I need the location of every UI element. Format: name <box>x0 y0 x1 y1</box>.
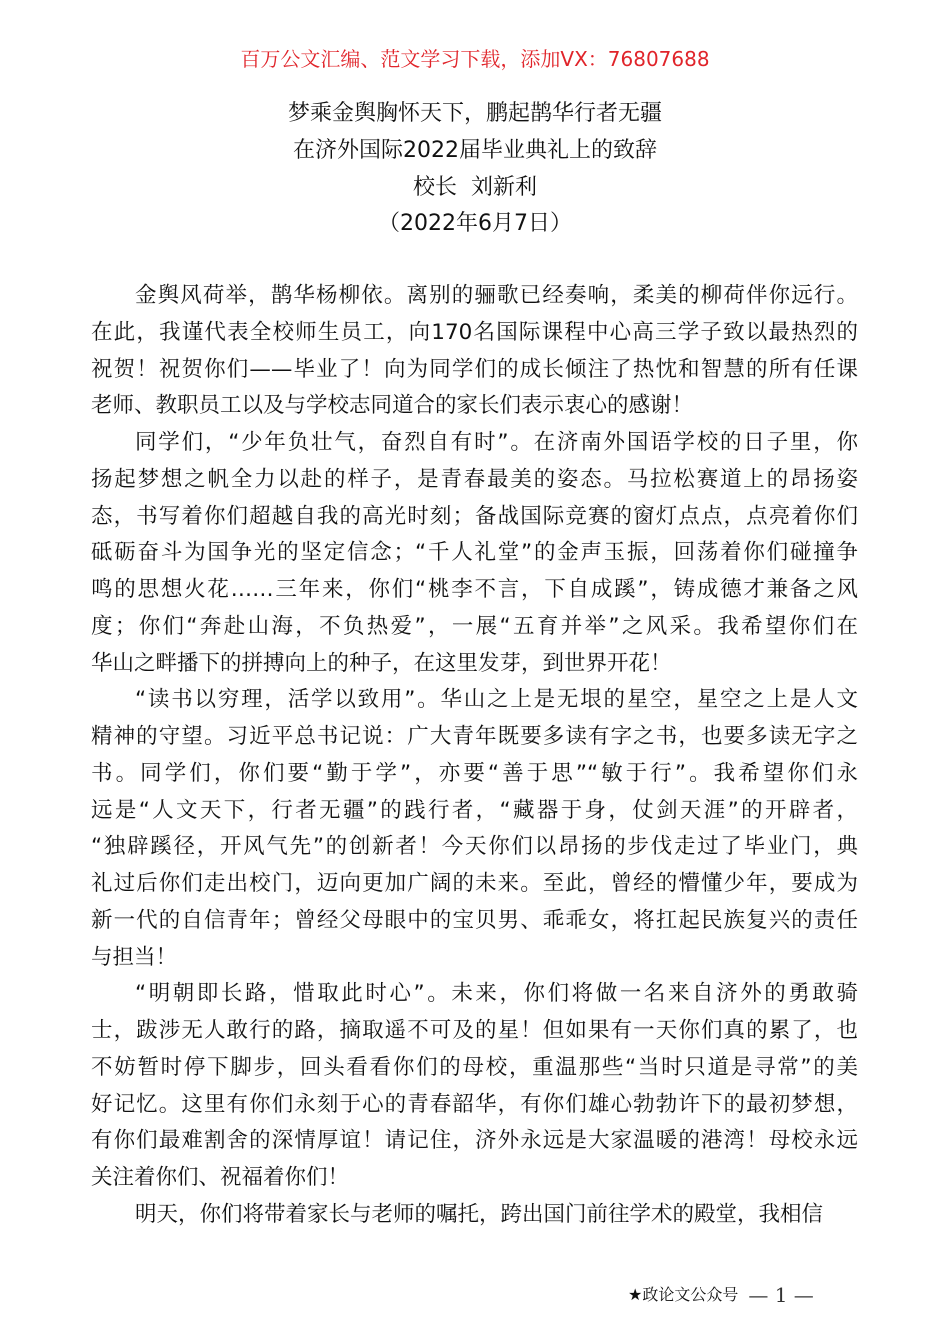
author-line: 校长 刘新利 <box>413 174 537 200</box>
paragraph-line: 士，跋涉无人敢行的路，摘取遥不可及的星！但如果有一天你们真的累了，也 <box>91 1018 858 1043</box>
paragraph-line: 扬起梦想之帆全力以赴的样子，是青春最美的姿态。马拉松赛道上的昂扬姿 <box>91 466 858 492</box>
paragraph-line: 华山之畔播下的拼搏向上的种子，在这里发芽，到世界开花！ <box>91 650 672 676</box>
paragraph-line: “明朝即长路，惜取此时心”。未来，你们将做一名来自济外的勇敢骑 <box>135 981 858 1007</box>
document-title <box>0 96 950 243</box>
date-line: （2022年6月7日） <box>378 211 572 237</box>
paragraph-line: 新一代的自信青年；曾经父母眼中的宝贝男、乖乖女，将扛起民族复兴的责任 <box>91 907 858 933</box>
paragraph-line: 砥砺奋斗为国争光的坚定信念；“千人礼堂”的金声玉振，回荡着你们碰撞争 <box>91 540 858 566</box>
paragraph-line: 书。同学们，你们要“勤于学”，亦要“善于思”“敏于行”。我希望你们永 <box>91 760 858 786</box>
paragraph-line: 祝贺！祝贺你们——毕业了！向为同学们的成长倾注了热忱和智慧的所有任课 <box>91 356 858 382</box>
paragraph-line: 老师、教职员工以及与学校志同道合的家长们表示衷心的感谢！ <box>91 393 694 419</box>
paragraph-line: “读书以穷理，活学以致用”。华山之上是无垠的星空，星空之上是人文 <box>135 687 858 713</box>
paragraph-line: 在此，我谨代表全校师生员工，向170名国际课程中心高三学子致以最热烈的 <box>91 319 858 345</box>
paragraph-line: 精神的守望。习近平总书记说：广大青年既要多读有字之书，也要多读无字之 <box>91 724 858 749</box>
paragraph-line: 好记忆。这里有你们永刻于心的青春韶华，有你们雄心勃勃许下的最初梦想， <box>91 1091 858 1117</box>
paragraph-line: 有你们最难割舍的深情厚谊！请记住，济外永远是大家温暖的港湾！母校永远 <box>91 1128 858 1154</box>
paragraph-line: “独辟蹊径，开风气先”的创新者！今天你们以昂扬的步伐走过了毕业门，典 <box>91 834 858 860</box>
paragraph-line: 同学们，“少年负壮气，奋烈自有时”。在济南外国语学校的日子里，你 <box>135 430 858 455</box>
paragraph-line: 远是“人文天下，行者无疆”的践行者，“藏器于身，仗剑天涯”的开辟者， <box>91 797 858 823</box>
footer-source: ★政论文公众号 <box>628 1285 739 1304</box>
page-footer <box>628 1282 814 1308</box>
header-notice: 百万公文汇编、范文学习下载，添加VX：76807688 <box>240 47 710 71</box>
paragraph-line: 关注着你们、祝福着你们！ <box>91 1165 350 1190</box>
paragraph-line: 态，书写着你们超越自我的高光时刻；备战国际竞赛的窗灯点点，点亮着你们 <box>91 503 858 529</box>
page-number: — 1 — <box>748 1283 814 1307</box>
paragraph-line: 度；你们“奔赴山海，不负热爱”，一展“五育并举”之风采。我希望你们在 <box>91 613 858 639</box>
title-line: 梦乘金舆胸怀天下，鹏起鹊华行者无疆 <box>287 101 662 126</box>
paragraph-line: 礼过后你们走出校门，迈向更加广阔的未来。至此，曾经的懵懂少年，要成为 <box>91 871 858 896</box>
paragraph-line: 金舆风荷举，鹊华杨柳依。离别的骊歌已经奏响，柔美的柳荷伴你远行。 <box>135 283 858 308</box>
paragraph-line: 明天，你们将带着家长与老师的嘱托，跨出国门前往学术的殿堂，我相信 <box>135 1201 824 1227</box>
subtitle-line: 在济外国际2022届毕业典礼上的致辞 <box>293 137 657 163</box>
document-body <box>91 278 858 1234</box>
paragraph-line: 鸣的思想火花……三年来，你们“桃李不言，下自成蹊”，铸成德才兼备之风 <box>91 577 858 602</box>
paragraph-line: 不妨暂时停下脚步，回头看看你们的母校，重温那些“当时只道是寻常”的美 <box>91 1054 858 1080</box>
paragraph-line: 与担当！ <box>91 944 178 970</box>
